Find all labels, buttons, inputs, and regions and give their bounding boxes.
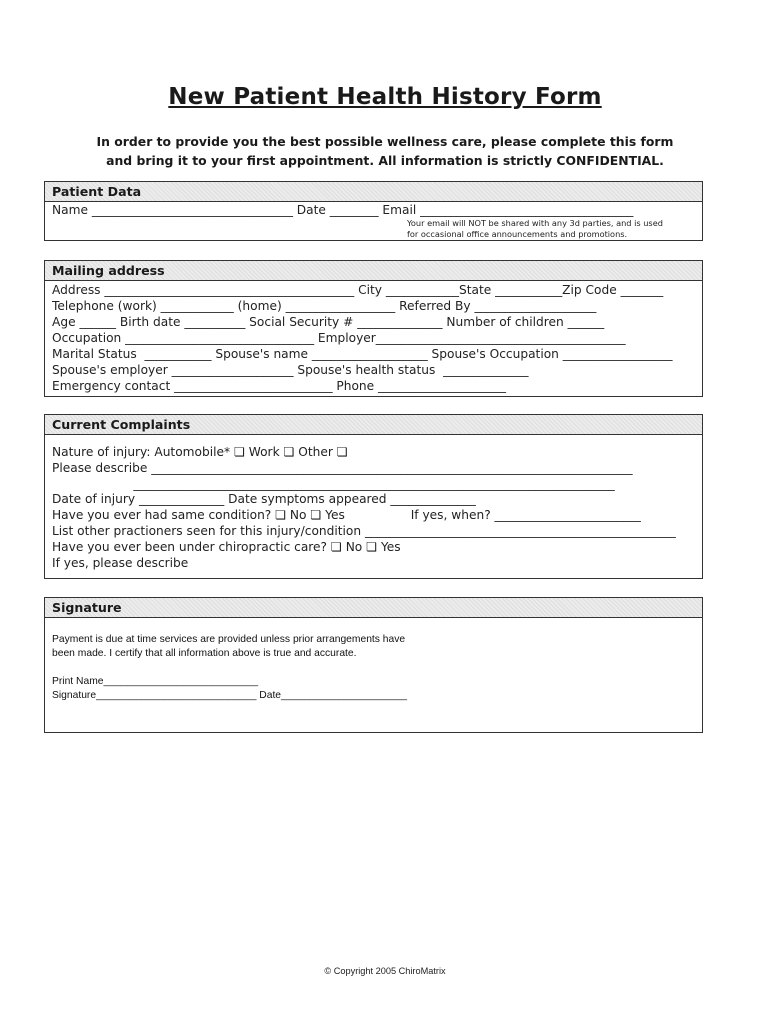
copyright-footer: © Copyright 2005 ChiroMatrix	[324, 966, 446, 976]
payment-text-1: Payment is due at time services are provided unless prior arrangements have	[52, 634, 406, 645]
intro-line-1: In order to provide you the best possible wellness care, please complete this form	[96, 134, 674, 149]
name-date-email-line[interactable]: Name _________________________________ Date ________ Email ___________________________________	[52, 203, 634, 217]
intro-text	[0, 132, 770, 170]
payment-text-2: been made. I certify that all information above is true and accurate.	[52, 648, 357, 659]
intro-line-2: and bring it to your first appointment. All information is strictly CONFIDENTIAL.	[106, 153, 664, 168]
if-yes-describe-line[interactable]: If yes, please describe	[52, 556, 189, 570]
address-line[interactable]: Address _________________________________________ City ____________State ___________Zip Code _______	[52, 283, 664, 297]
nature-of-injury-line[interactable]: Nature of injury: Automobile* ❏ Work ❏ Other ❏	[52, 445, 348, 459]
patient-data-section	[44, 181, 703, 241]
signature-heading: Signature	[45, 598, 702, 618]
email-note-2: for occasional office announcements and promotions.	[407, 229, 628, 239]
spouse-employer-line[interactable]: Spouse's employer ____________________ Spouse's health status ______________	[52, 363, 529, 377]
mailing-address-heading: Mailing address	[45, 261, 702, 281]
other-practitioners-line[interactable]: List other practioners seen for this injury/condition ___________________________________________________	[52, 524, 676, 538]
same-condition-line[interactable]: Have you ever had same condition? ❏ No ❏ Yes If yes, when? ________________________	[52, 508, 641, 522]
marital-status-line[interactable]: Marital Status ___________ Spouse's name ___________________ Spouse's Occupation __________________	[52, 347, 673, 361]
signature-section	[44, 597, 703, 733]
please-describe-line[interactable]: Please describe _______________________________________________________________________________	[52, 461, 633, 475]
current-complaints-section	[44, 414, 703, 579]
emergency-contact-line[interactable]: Emergency contact __________________________ Phone _____________________	[52, 379, 507, 393]
chiropractic-care-line[interactable]: Have you ever been under chiropractic care? ❏ No ❏ Yes	[52, 540, 401, 554]
signature-date-line[interactable]: Signature____________________________ Date______________________	[52, 690, 408, 701]
print-name-line[interactable]: Print Name___________________________	[52, 676, 259, 687]
form-title: New Patient Health History Form	[168, 84, 602, 110]
occupation-line[interactable]: Occupation _______________________________ Employer_________________________________________	[52, 331, 626, 345]
mailing-address-section	[44, 260, 703, 397]
current-complaints-heading: Current Complaints	[45, 415, 702, 435]
telephone-line[interactable]: Telephone (work) ____________ (home) __________________ Referred By ____________________	[52, 299, 597, 313]
age-line[interactable]: Age ______ Birth date __________ Social Security # ______________ Number of children ______	[52, 315, 605, 329]
date-of-injury-line[interactable]: Date of injury ______________ Date symptoms appeared ______________	[52, 492, 476, 506]
patient-data-heading: Patient Data	[45, 182, 702, 202]
email-note-1: Your email will NOT be shared with any 3d parties, and is used	[407, 218, 663, 228]
please-describe-line-2[interactable]: _______________________________________________________________________________	[52, 477, 615, 491]
